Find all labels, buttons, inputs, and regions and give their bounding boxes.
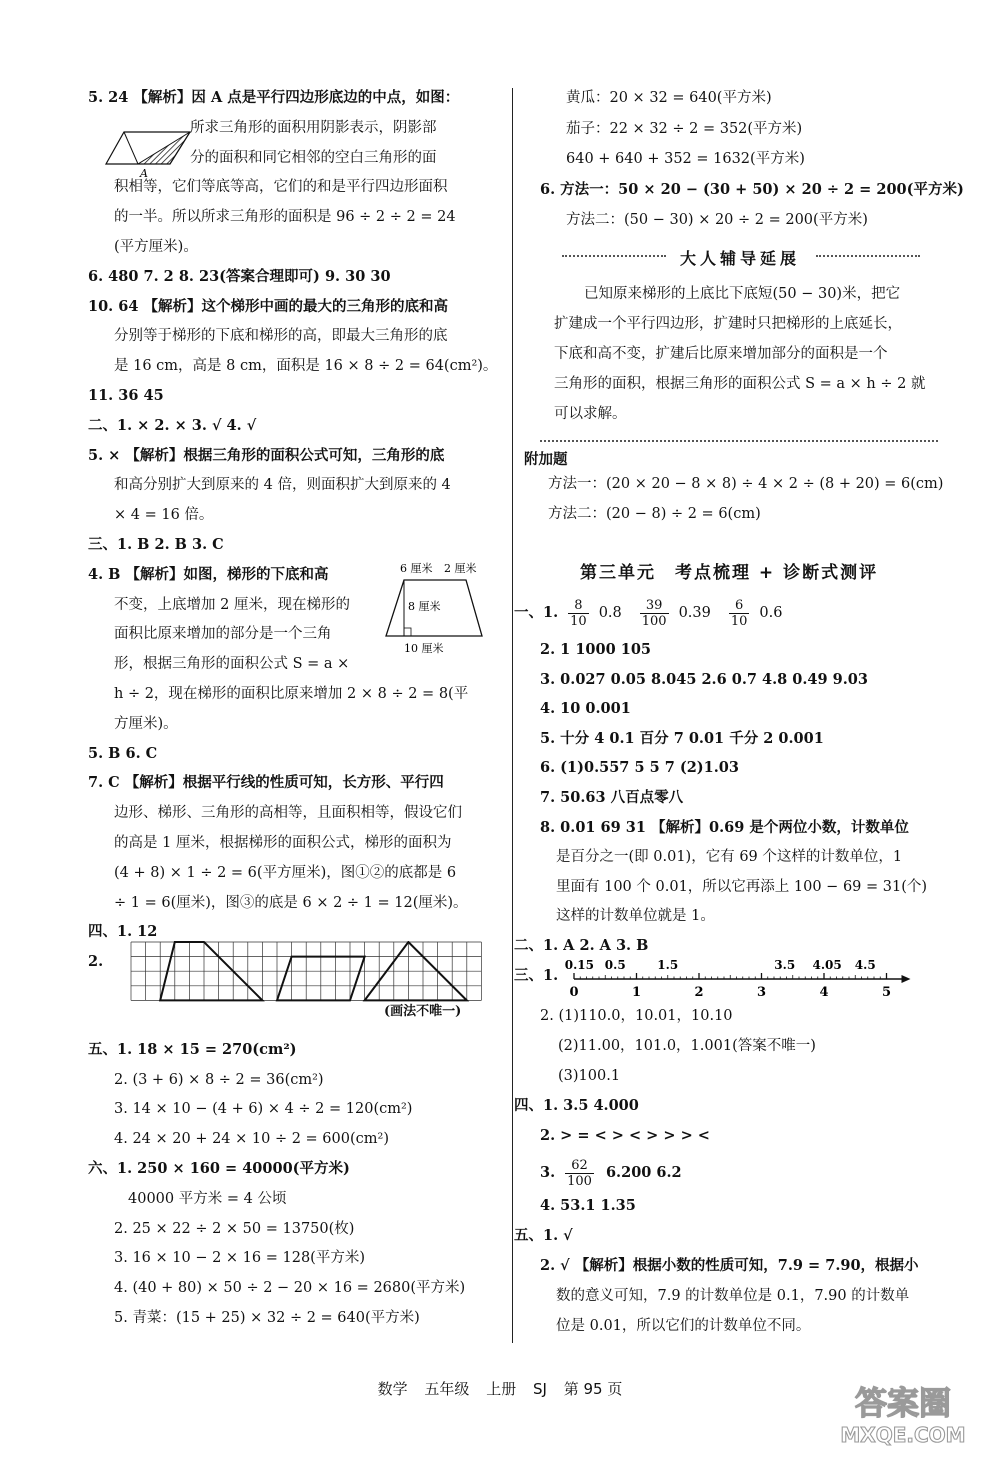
- extension-band-left-dots: [562, 255, 666, 257]
- answer-line: (4 + 8) × 1 ÷ 2 = 6(平方厘米)，图①②的底都是 6: [114, 864, 457, 881]
- unit3-q1-prefix: 一、1.: [514, 604, 559, 621]
- unit3-line: 3. 0.027 0.05 8.045 2.6 0.7 4.8 0.49 9.03: [540, 670, 868, 688]
- unit3-line: 6. (1)0.557 5 5 7 (2)1.03: [540, 759, 739, 777]
- unit3-line: 2. √ 【解析】根据小数的性质可知，7.9 = 7.90，根据小: [540, 1257, 919, 1274]
- fraction: [565, 1158, 594, 1189]
- answer-line: 6. 方法一：50 × 20 − (30 + 50) × 20 ÷ 2 = 200(平方米): [540, 180, 964, 198]
- fraction-numerator: 6: [729, 598, 750, 614]
- unit3-line: 2. (1)110.0，10.01，10.10: [540, 1008, 733, 1024]
- answer-line: × 4 = 16 倍。: [114, 507, 214, 524]
- answer-line: 所求三角形的面积用阴影表示，阴影部: [190, 119, 437, 136]
- answer-line: 2.: [88, 953, 104, 971]
- bonus-line: 方法二：(20 − 8) ÷ 2 = 6(cm): [548, 506, 761, 522]
- unit3-q3-prefix: 三、1.: [514, 966, 559, 984]
- fraction: [729, 598, 750, 629]
- answer-line: 5. 青菜：(15 + 25) × 32 ÷ 2 = 640(平方米): [114, 1310, 420, 1326]
- answer-line: 2. 25 × 22 ÷ 2 × 50 = 13750(枚): [114, 1220, 355, 1237]
- answer-line: 的一半。所以所求三角形的面积是 96 ÷ 2 ÷ 2 = 24: [114, 209, 456, 226]
- fraction-numerator: 8: [568, 598, 589, 614]
- bonus-line: 方法一：(20 × 20 − 8 × 8) ÷ 4 × 2 ÷ (8 + 20) = 6(cm): [548, 476, 944, 492]
- answer-line: 640 + 640 + 352 = 1632(平方米): [566, 151, 805, 167]
- answer-line: 4. B 【解析】如图，梯形的下底和高: [88, 565, 329, 583]
- unit3-q1: [514, 596, 798, 630]
- extension-title: 大人辅导延展: [679, 249, 800, 268]
- fraction-denominator: 10: [570, 613, 587, 629]
- unit3-q4-4: 4. 53.1 1.35: [540, 1197, 636, 1214]
- answer-line: 4. 24 × 20 + 24 × 10 ÷ 2 = 600(cm²): [114, 1131, 389, 1148]
- extension-line: 可以求解。: [554, 406, 627, 422]
- answer-line: 茄子：22 × 32 ÷ 2 = 352(平方米): [566, 120, 803, 137]
- extension-bottom-rule: [540, 440, 938, 442]
- answer-line: 40000 平方米 = 4 公顷: [128, 1190, 287, 1207]
- number-line-point-label: 3.5: [774, 958, 796, 972]
- fig4-top-label: 6 厘米: [400, 562, 433, 575]
- unit3-q4-2: 2. > = < > < > > > <: [540, 1127, 710, 1144]
- parallelogram-figure: [104, 130, 192, 178]
- unit3-line: 里面有 100 个 0.01，所以它再添上 100 − 69 = 31(个): [556, 878, 928, 895]
- answer-line: 四、1. 12: [88, 923, 158, 941]
- answer-line: 5. × 【解析】根据三角形的面积公式可知，三角形的底: [88, 446, 445, 464]
- fraction-denominator: 100: [567, 1173, 592, 1189]
- answer-line: 黄瓜：20 × 32 = 640(平方米): [566, 90, 772, 106]
- watermark-line1: 答案圈: [854, 1384, 952, 1422]
- answer-line: ÷ 1 = 6(厘米)，图③的底是 6 × 2 ÷ 1 = 12(厘米)。: [114, 894, 468, 911]
- extension-line: 扩建成一个平行四边形，扩建时只把梯形的上底延长，: [554, 316, 902, 332]
- answer-line: 积相等，它们等底等高，它们的和是平行四边形面积: [114, 179, 448, 196]
- unit3-q5-1: 五、1. √: [514, 1227, 573, 1244]
- answer-line: 五、1. 18 × 15 = 270(cm²): [88, 1040, 297, 1058]
- number-line-point-label: 4.05: [812, 958, 842, 972]
- answer-line: 7. C 【解析】根据平行线的性质可知，长方形、平行四: [88, 774, 444, 792]
- decimal-value: 0.6: [759, 605, 783, 621]
- answer-line: h ÷ 2，现在梯形的面积比原来增加 2 × 8 ÷ 2 = 8(平: [114, 686, 469, 702]
- answer-line: 10. 64 【解析】这个梯形中画的最大的三角形的底和高: [88, 297, 448, 315]
- unit3-q4-1: 四、1. 3.5 4.000: [514, 1097, 639, 1114]
- unit3-line: 7. 50.63 八百点零八: [540, 789, 684, 806]
- answer-line: 三、1. B 2. B 3. C: [88, 536, 224, 553]
- answer-line: 和高分别扩大到原来的 4 倍，则面积扩大到原来的 4: [114, 477, 451, 494]
- answer-line: 分的面积和同它相邻的空白三角形的面: [190, 149, 437, 166]
- footer-page: 第 95 页: [563, 1380, 623, 1398]
- number-line-tick-label: 3: [756, 985, 767, 1000]
- answer-line: 3. 16 × 10 − 2 × 16 = 128(平方米): [114, 1250, 365, 1267]
- column-divider: [512, 88, 513, 1343]
- fraction: [640, 598, 669, 629]
- number-line-tick-label: 5: [881, 985, 892, 1000]
- unit3-line: 5. 十分 4 0.1 百分 7 0.01 千分 2 0.001: [540, 729, 824, 747]
- unit3-line: (2)11.00，101.0，1.001(答案不唯一): [558, 1038, 816, 1054]
- answer-line: 形，根据三角形的面积公式 S = a ×: [114, 656, 350, 673]
- number-line-point-label: 4.5: [854, 958, 876, 972]
- answer-line: 4. (40 + 80) × 50 ÷ 2 − 20 × 16 = 2680(平方米): [114, 1280, 466, 1297]
- answer-line: 3. 14 × 10 − (4 + 6) × 4 ÷ 2 = 120(cm²): [114, 1101, 413, 1118]
- answer-line: 11. 36 45: [88, 387, 164, 404]
- answer-line: 边形、梯形、三角形的高相等，且面积相等，假设它们: [114, 805, 462, 822]
- footer-grade: 五年级: [424, 1380, 470, 1398]
- extension-line: 已知原来梯形的上底比下底短(50 − 30)米，把它: [584, 286, 901, 302]
- fraction-denominator: 100: [641, 613, 667, 629]
- answer-line: 六、1. 250 × 160 = 40000(平方米): [88, 1160, 350, 1177]
- unit3-line: 2. 1 1000 105: [540, 641, 651, 658]
- trapezoid-figure: [382, 560, 492, 656]
- answer-line: 2. (3 + 6) × 8 ÷ 2 = 36(cm²): [114, 1071, 324, 1088]
- fig4-top2-label: 2 厘米: [444, 562, 477, 575]
- number-line-arrow: [902, 975, 911, 983]
- unit3-line: 是百分之一(即 0.01)，它有 69 个这样的计数单位，1: [556, 849, 903, 866]
- footer-subject: 数学: [377, 1380, 408, 1398]
- answer-line: 分别等于梯形的下底和梯形的高，即最大三角形的底: [114, 328, 448, 345]
- answer-line: 5. 24 【解析】因 A 点是平行四边形底边的中点，如图：: [88, 89, 460, 106]
- answer-line: 面积比原来增加的部分是一个三角: [114, 626, 332, 643]
- fraction-numerator: 62: [565, 1158, 594, 1174]
- number-line-tick-label: 2: [694, 985, 704, 1000]
- extension-band-right-dots: [816, 255, 920, 257]
- fraction-denominator: 10: [730, 613, 748, 629]
- number-line-tick-label: 1: [631, 985, 642, 1000]
- watermark-line2: MXQE.COM: [840, 1423, 966, 1447]
- fig4-bottom-label: 10 厘米: [404, 642, 444, 655]
- answer-line: (平方厘米)。: [114, 239, 198, 255]
- fig1-label: A: [140, 167, 148, 178]
- fraction: [568, 598, 589, 629]
- fig4-mid-label: 8 厘米: [408, 600, 441, 613]
- unit3-line: 位是 0.01，所以它们的计数单位不同。: [556, 1318, 811, 1334]
- fraction-numerator: 39: [640, 598, 669, 614]
- unit3-line: (3)100.1: [558, 1068, 621, 1084]
- unit3-q4-3-prefix: 3.: [540, 1164, 556, 1181]
- footer-edition: SJ: [533, 1380, 547, 1398]
- answer-line: (画法不唯一): [384, 1004, 462, 1019]
- answer-line: 5. B 6. C: [88, 744, 158, 762]
- extension-band: [540, 246, 938, 266]
- unit3-line: 4. 10 0.001: [540, 700, 631, 718]
- answer-line: 方厘米)。: [114, 715, 178, 732]
- watermark-logo: [828, 1378, 978, 1450]
- extension-line: 下底和高不变，扩建后比原来增加部分的面积是一个: [554, 346, 888, 362]
- number-line: [564, 952, 914, 1004]
- number-line-point-label: 0.15: [564, 958, 594, 972]
- decimal-value: 0.39: [678, 605, 711, 621]
- grid-figure: [130, 941, 482, 1003]
- unit3-line: 这样的计数单位就是 1。: [556, 908, 715, 925]
- number-line-tick-label: 0: [569, 985, 579, 1000]
- decimal-value: 0.8: [598, 605, 622, 621]
- answer-line: 二、1. × 2. × 3. √ 4. √: [88, 416, 257, 434]
- extension-line: 三角形的面积，根据三角形的面积公式 S = a × h ÷ 2 就: [554, 376, 926, 392]
- answer-line: 的高是 1 厘米，根据梯形的面积公式，梯形的面积为: [114, 835, 452, 851]
- answer-line: 是 16 cm，高是 8 cm，面积是 16 × 8 ÷ 2 = 64(cm²)。: [114, 358, 498, 375]
- answer-line: 6. 480 7. 2 8. 23(答案合理即可) 9. 30 30: [88, 267, 391, 285]
- unit3-q4-3-rest: 6.200 6.2: [605, 1164, 682, 1181]
- number-line-point-label: 1.5: [657, 958, 679, 972]
- unit3-q4-3: [540, 1156, 682, 1190]
- footer-volume: 上册: [486, 1380, 517, 1398]
- bonus-title: 附加题: [524, 451, 568, 468]
- unit3-line: 8. 0.01 69 31 【解析】0.69 是个两位小数，计数单位: [540, 818, 909, 836]
- number-line-point-label: 0.5: [604, 958, 626, 972]
- unit3-line: 数的意义可知，7.9 的计数单位是 0.1，7.90 的计数单: [556, 1288, 910, 1304]
- number-line-tick-label: 4: [819, 985, 829, 1000]
- answer-line: 不变，上底增加 2 厘米，现在梯形的: [114, 596, 350, 613]
- unit3-q2: 二、1. A 2. A 3. B: [514, 937, 649, 954]
- unit3-title: 第三单元 考点梳理 + 诊断式测评: [580, 563, 879, 583]
- answer-line: 方法二：(50 − 30) × 20 ÷ 2 = 200(平方米): [566, 212, 868, 228]
